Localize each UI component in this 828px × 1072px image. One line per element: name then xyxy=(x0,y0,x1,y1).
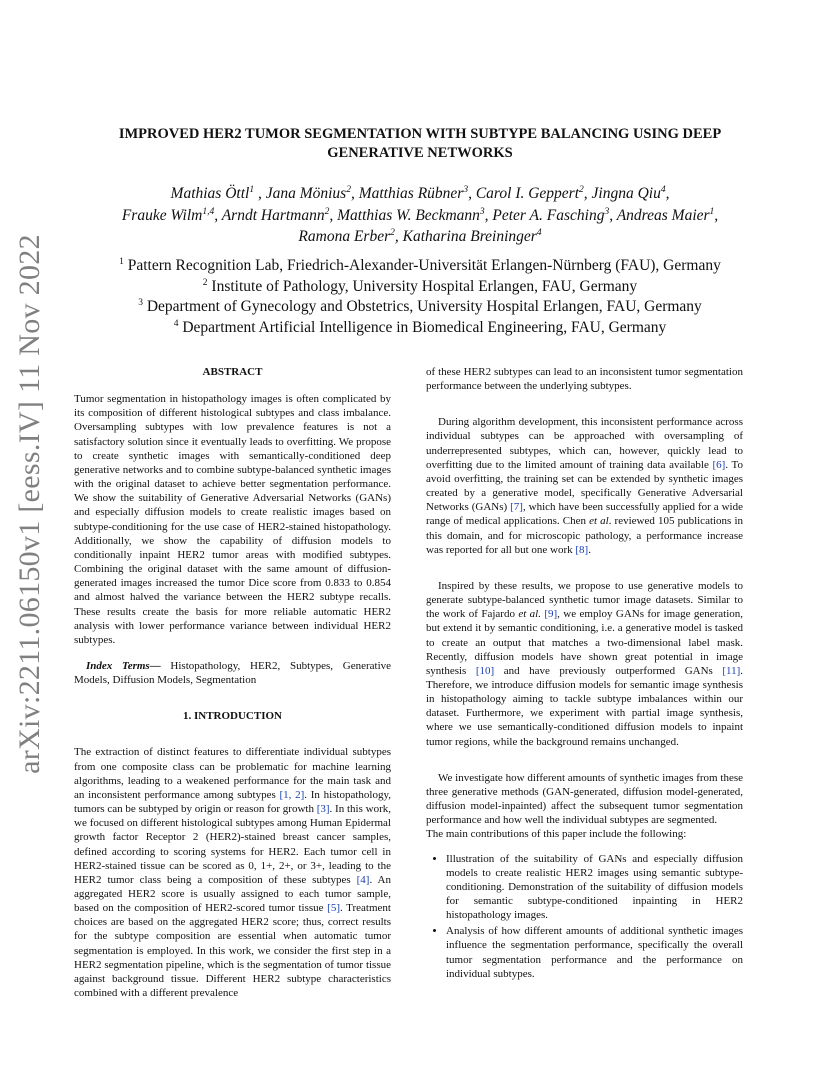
arxiv-identifier xyxy=(4,234,56,774)
intro-paragraph: The extraction of distinct features to differentiate individual subtypes from one composite class can be problematic for machine learning algorithms, leading to a weakened performance for the main task and an inconsistent performance among subtypes [1, 2]. In histopathology, tumors can be subtyped by origin or reason for growth [3]. In this work, we focused on different histological subtypes among Human Epidermal growth factor Receptor 2 (HER2)-stained breast cancer samples, defined according to scoring systems for HER2. Each tumor cell in HER2-stained tissue can be scored as 0, 1+, 2+, or 3+, leading to the HER2 tumor class being a composition of these subtypes [4]. An aggregated HER2 score is usually assigned to each tumor sample, based on the composition of HER2-scored tumor tissue [5]. Treatment choices are based on the aggregated HER2 score; thus, correct results for the subtype composition are essential when automatic tumor segmentation is employed. In this work, we consider the first step in a HER2 segmentation pipeline, which is the segmentation of tumor tissue against background tissue. Different HER2 subtype characteristics combined with a different prevalence xyxy=(74,746,391,1000)
contributions-intro: The main contributions of this paper include the following: xyxy=(426,828,687,841)
left-column xyxy=(74,365,391,1000)
citation-link[interactable]: [4] xyxy=(356,873,370,886)
abstract-text: Tumor segmentation in histopathology images is often complicated by its composition of different histological subtypes and class imbalance. Oversampling subtypes with low prevalence features is not a satisfactory solution since it eventually leads to overfitting. We propose to create synthetic images with semantically-conditioned deep generative networks and to combine subtype-balanced synthetic images with the original dataset to achieve better segmentation performance. We show the suitability of Generative Adversarial Networks (GANs) and especially diffusion models to create realistic images based on subtype-conditioning for the use case of HER2-stained histopathology. Additionally, we show the capability of diffusion models to conditionally inpaint HER2 tumor areas with modified subtypes. Combining the original dataset with the same amount of diffusion-generated images increased the tumor Dice score from 0.833 to 0.854 and almost halved the variance between the HER2 subtype recalls. These results create the basis for more reliable automatic HER2 analysis with lower performance variance between individual HER2 subtypes. xyxy=(74,393,391,646)
citation-link[interactable]: [1, 2] xyxy=(279,788,305,801)
index-terms-label: Index Terms— xyxy=(86,659,161,672)
introduction-heading: 1. INTRODUCTION xyxy=(182,710,282,723)
list-item: • Illustration of the suitability of GANs and especially diffusion models to create realistic HER2 images using semantic subtype-conditioning. Demonstration of the suitability of diffusion models for semantic subtype-conditioned inpainting in HER2 histopathology images. xyxy=(446,852,743,923)
author: Arndt Hartmann$^2$ xyxy=(221,206,330,224)
author: Katharina Breininger$^4$ xyxy=(402,227,542,245)
author: Peter A. Fasching$^3$ xyxy=(492,206,610,224)
intro-paragraph: We investigate how different amounts of synthetic images from these three generative methods (GAN-generated, diffusion model-generated, diffusion model-inpainted) affect the subsequent tumor segmentation performance and how well the individual subtypes are segmented. xyxy=(426,771,743,827)
citation-link[interactable]: [3] xyxy=(316,803,330,816)
citation-link[interactable]: [7] xyxy=(510,501,523,514)
affiliation: $^2$ Institute of Pathology, University Hospital Erlangen, FAU, Germany xyxy=(202,277,638,295)
citation-link[interactable]: [5] xyxy=(327,902,340,915)
author: Matthias W. Beckmann$^3$ xyxy=(337,206,485,224)
affiliation: $^1$ Pattern Recognition Lab, Friedrich-Alexander-Universität Erlangen-Nürnberg (FAU), Germany xyxy=(119,256,721,274)
index-terms-text: Histopathology, HER2, Subtypes, Generative Models, Diffusion Models, Segmentation xyxy=(74,659,392,687)
index-terms xyxy=(74,659,391,687)
arxiv-identifier-text: arXiv:2211.06150v1 [eess.IV] 11 Nov 2022 xyxy=(13,234,47,774)
citation-link[interactable]: [11] xyxy=(722,664,741,677)
abstract-heading: ABSTRACT xyxy=(202,366,263,378)
contributions-list xyxy=(426,852,743,981)
author: Jana Mönius$^2$ xyxy=(265,184,351,202)
intro-paragraph: During algorithm development, this inconsistent performance across individual subtypes can be approached with oversampling of underrepresented subtypes, which can, however, quickly lead to overfitting due to the limited amount of training data available [6]. To avoid overfitting, the training set can be extended by synthetic images created by a generative model, specifically Generative Adversarial Networks (GANs) [7], which have been successfully applied for a wide range of medical applications. Chen et al. reviewed 105 publications in this domain, and for microscopic pathology, a performance increase was reported for all but one work [8]. xyxy=(426,416,744,556)
citation-link[interactable]: [9] xyxy=(544,608,558,621)
intro-paragraph-continued: of these HER2 subtypes can lead to an inconsistent tumor segmentation performance between the underlying subtypes. xyxy=(426,366,743,393)
citation-link[interactable]: [10] xyxy=(475,664,495,677)
author: Ramona Erber$^2$ xyxy=(298,227,395,245)
affiliation-list xyxy=(70,256,770,338)
author: Carol I. Geppert$^2$ xyxy=(475,184,584,202)
right-column xyxy=(426,365,743,983)
paper-title: IMPROVED HER2 TUMOR SEGMENTATION WITH SUBTYPE BALANCING USING DEEP GENERATIVE NETWORKS xyxy=(118,126,722,161)
affiliation: $^3$ Department of Gynecology and Obstetrics, University Hospital Erlangen, FAU, Germany xyxy=(138,297,702,315)
author-list: Mathias Öttl$^1$ , Jana Mönius$^2$, Matthias Rübner$^3$, Carol I. Geppert$^2$, Jingna Qiu$^4$, Frauke Wilm$^{1,4}$, Arndt Hartmann$^2$, Matthias W. Beckmann$^3$, Peter A. Fasching$^3$, Andreas Maier$^1$, Ramona Erber$^2$, Katharina Breininger$^4$ xyxy=(121,184,719,245)
citation-link[interactable]: [6] xyxy=(712,458,726,471)
author: Jingna Qiu$^4$ xyxy=(591,184,666,202)
citation-link[interactable]: [8] xyxy=(575,543,589,556)
list-item: • Analysis of how different amounts of additional synthetic images influence the segmentation performance, specifically the overall tumor segmentation performance and the performance on individual subtypes. xyxy=(446,924,743,981)
author: Matthias Rübner$^3$ xyxy=(358,184,469,202)
intro-paragraph: Inspired by these results, we propose to use generative models to generate subtype-balanced synthetic tumor image datasets. Similar to the work of Fajardo et al. [9], we employ GANs for image generation, but extend it by semantic conditioning, i.e. a generative model is tasked to create an output that matches a two-dimensional label mask. Recently, diffusion models have shown great potential in image synthesis [10] and have previously outperformed GANs [11]. Therefore, we introduce diffusion models for semantic image synthesis in histopathology aiming to tackle subtype imbalances within our dataset. Furthermore, we experiment with partial image synthesis, where we use semantically-conditioned diffusion models to inpaint tumor regions, while the background remains unchanged. xyxy=(426,579,744,748)
affiliation: $^4$ Department Artificial Intelligence in Biomedical Engineering, FAU, Germany xyxy=(173,318,667,336)
author: Mathias Öttl$^1$ xyxy=(170,184,255,202)
author: Frauke Wilm$^{1,4}$ xyxy=(121,206,215,224)
author: Andreas Maier$^1$ xyxy=(616,206,715,224)
